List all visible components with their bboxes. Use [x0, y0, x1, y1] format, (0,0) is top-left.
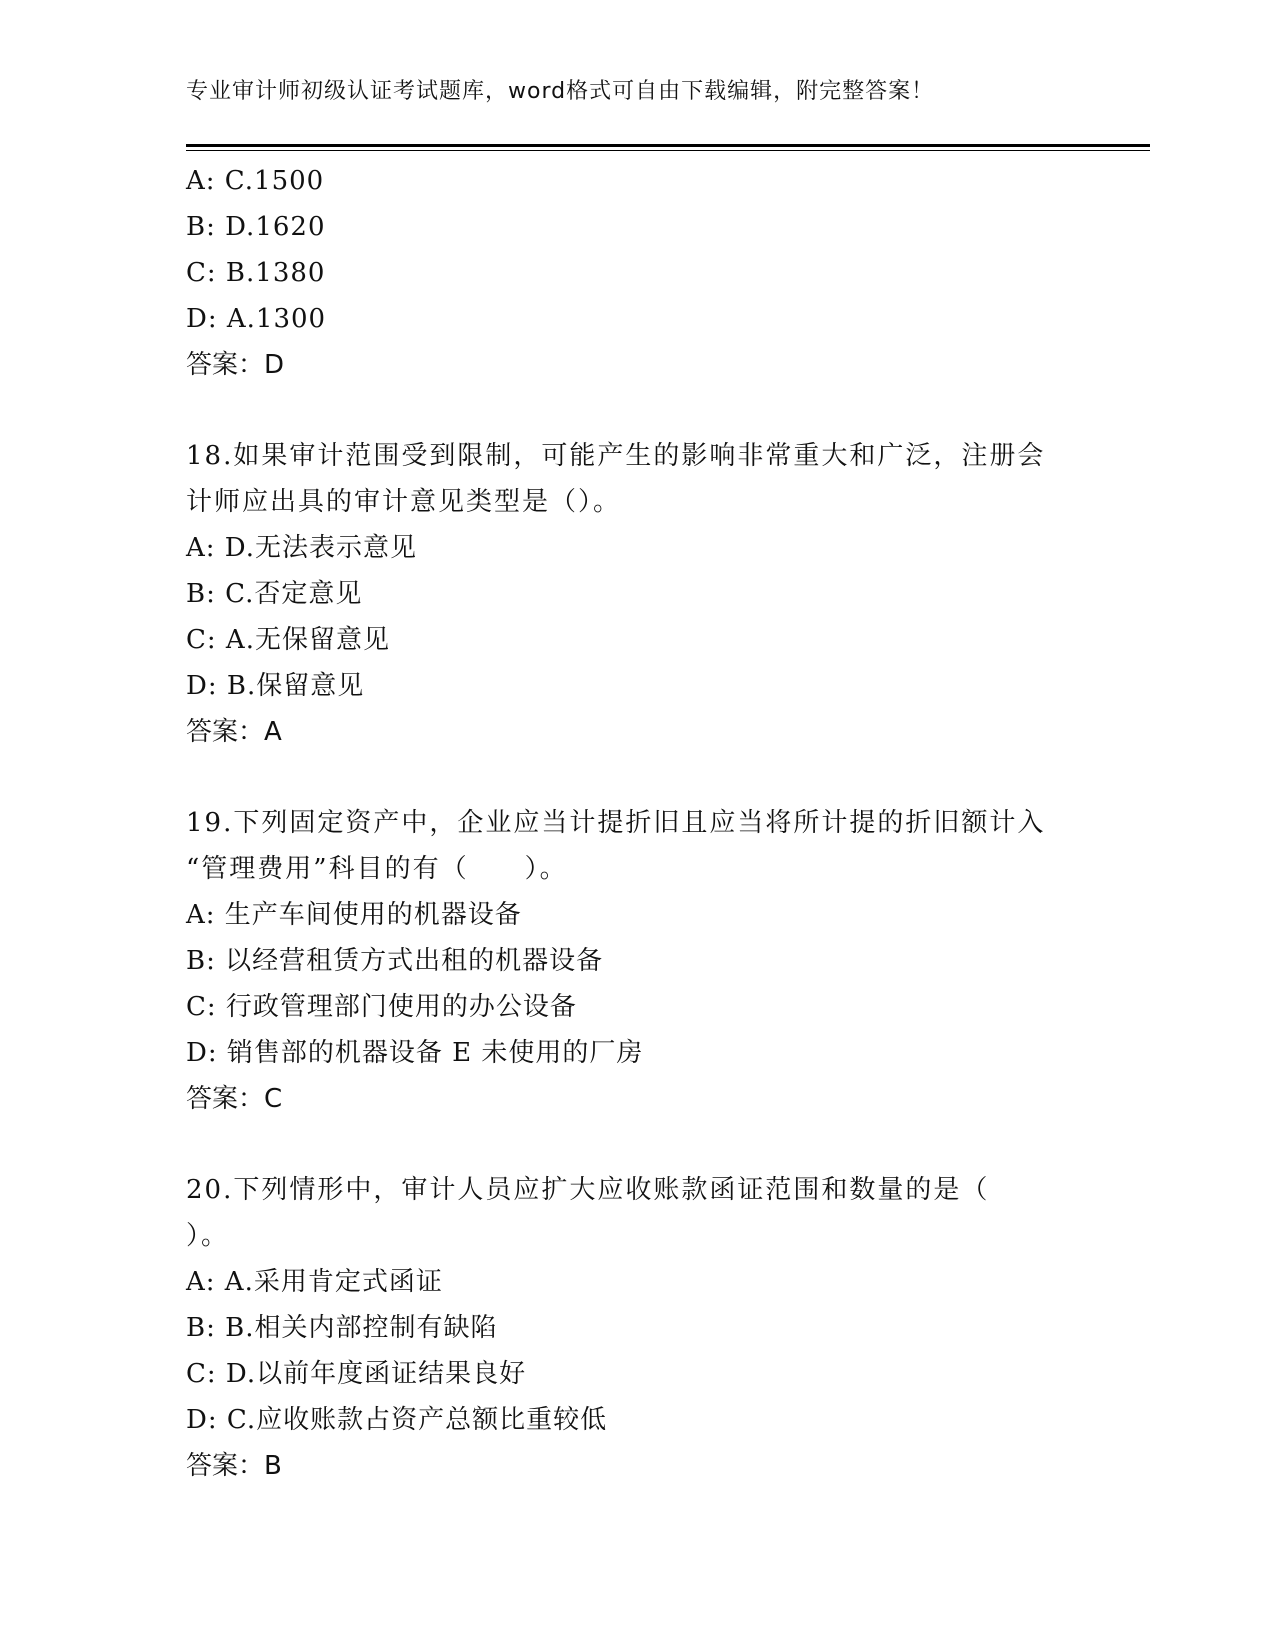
option-b: B: B.相关内部控制有缺陷: [186, 1313, 498, 1343]
option-c: C: B.1380: [186, 258, 326, 288]
question-stem-line: 18.如果审计范围受到限制，可能产生的影响非常重大和广泛，注册会: [186, 441, 1046, 471]
option-c: C: A.无保留意见: [186, 625, 390, 655]
question-stem-line: 20.下列情形中，审计人员应扩大应收账款函证范围和数量的是（: [186, 1175, 990, 1205]
question-stem-line: ）。: [186, 1221, 230, 1251]
question-stem-line: 19.下列固定资产中，企业应当计提折旧且应当将所计提的折旧额计入: [186, 808, 1046, 838]
option-b: B: 以经营租赁方式出租的机器设备: [186, 946, 604, 976]
question-18: [186, 433, 1106, 755]
option-a: A: A.采用肯定式函证: [186, 1267, 443, 1297]
answer-line: 答案：A: [186, 717, 282, 747]
spacer: [186, 388, 1106, 433]
question-stem-line: 计师应出具的审计意见类型是（）。: [186, 487, 622, 517]
option-d: D: A.1300: [186, 304, 327, 334]
option-b: B: C.否定意见: [186, 579, 363, 609]
answer-line: 答案：B: [186, 1451, 282, 1481]
header-rule-thick: [186, 144, 1150, 147]
page-header: 专业审计师初级认证考试题库，word格式可自由下载编辑，附完整答案！: [186, 79, 935, 104]
option-c: C: 行政管理部门使用的办公设备: [186, 992, 577, 1022]
option-a: A: C.1500: [186, 166, 325, 196]
option-d: D: 销售部的机器设备 E 未使用的厂房: [186, 1038, 644, 1068]
question-17-options: [186, 158, 1106, 388]
answer-line: 答案：C: [186, 1084, 283, 1114]
spacer: [186, 755, 1106, 800]
question-stem-line: “管理费用”科目的有（ ）。: [186, 854, 568, 884]
answer-line: 答案：D: [186, 350, 285, 380]
spacer: [186, 1122, 1106, 1167]
option-d: D: C.应收账款占资产总额比重较低: [186, 1405, 608, 1435]
question-19: [186, 800, 1106, 1122]
option-d: D: B.保留意见: [186, 671, 365, 701]
header-rule-thin: [186, 150, 1150, 151]
option-a: A: 生产车间使用的机器设备: [186, 900, 522, 930]
question-20: [186, 1167, 1106, 1489]
question-list: [186, 158, 1106, 1489]
option-b: B: D.1620: [186, 212, 326, 242]
option-a: A: D.无法表示意见: [186, 533, 417, 563]
option-c: C: D.以前年度函证结果良好: [186, 1359, 527, 1389]
